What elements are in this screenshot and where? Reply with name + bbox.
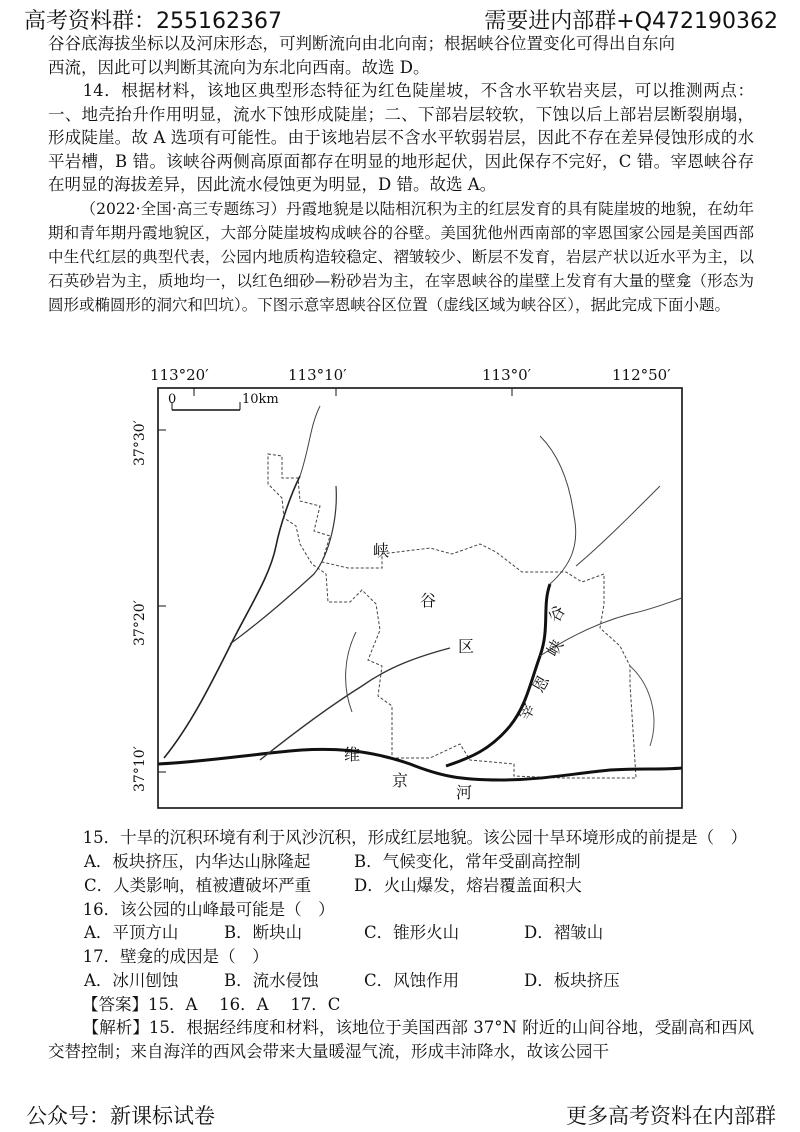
lon-tick-1: 113°20′: [150, 366, 209, 384]
tributary-1: [164, 476, 300, 758]
top-content: [48, 32, 754, 317]
region-label-3: 区: [458, 637, 475, 656]
tributary-4: [346, 632, 356, 712]
canyon-label-3: 峡: [542, 636, 568, 660]
q16-option-b: B．断块山: [224, 923, 303, 942]
tributary-2: [230, 486, 336, 644]
lon-tick-2: 113°10′: [288, 366, 347, 384]
lon-tick-4: 112°50′: [612, 366, 671, 384]
scale-label: 10km: [242, 392, 279, 407]
q16-stem: 16．该公园的山峰最可能是（ ）: [82, 899, 335, 919]
virgin-river: [158, 749, 682, 780]
canyon-label-1: 宰: [514, 700, 540, 724]
page-header: [0, 0, 800, 34]
page-footer: [0, 1098, 800, 1132]
q17-stem: 17．壁龛的成因是（ ）: [82, 947, 269, 966]
map-drawing: [130, 366, 690, 816]
tributary-6: [540, 436, 576, 584]
footer-left-text: 公众号：新课标试卷: [26, 1104, 215, 1128]
scale-zero: 0: [168, 392, 177, 407]
river-label-2: 京: [392, 771, 409, 790]
q15-option-d: D．火山爆发，熔岩覆盖面积大: [354, 875, 582, 895]
header-left-text: 高考资料群：255162367: [24, 9, 282, 34]
lat-tick-2: 37°20′: [132, 600, 148, 646]
q17-option-c: C．风蚀作用: [364, 970, 460, 990]
q15-option-b: B．气候变化，常年受副高控制: [354, 851, 581, 871]
canyon-region-boundary: [268, 454, 636, 778]
answer-line: 【答案】15．A 16．A 17．C: [82, 994, 341, 1014]
river-label-1: 维: [344, 745, 361, 764]
canyon-label-2: 恩: [528, 672, 554, 696]
q17-option-b: B．流水侵蚀: [224, 970, 319, 990]
q16-option-d: D．褶皱山: [524, 923, 604, 942]
zion-canyon-map: [130, 366, 690, 816]
material-passage: （2022·全国·高三专题练习）丹霞地貌是以陆相沉积为主的红层发育的具有陡崖坡的地貌，在幼年期和青年期丹霞地貌区，大部分陡崖坡构成峡谷的谷壁。美国犹他州西南部的宰恩国家公园是美国西部中生代红层的典型代表，公园内地质构造较稳定、褶皱较少、断层不发育，岩层产状以近水平为主，以石英砂岩为主，质地均一，以红色细砂—粉砂岩为主，在宰恩峡谷的崖壁上发育有大量的壁龛（形态为圆形或椭圆形的洞穴和凹坑）。下图示意宰恩峡谷区位置（虚线区域为峡谷区），据此完成下面小题。: [48, 199, 754, 314]
tributary-7: [576, 486, 660, 566]
river-label-3: 河: [456, 783, 473, 802]
region-label-1: 峡: [373, 541, 390, 560]
lon-tick-3: 113°0′: [482, 366, 532, 384]
region-label-2: 谷: [420, 591, 437, 610]
q15-option-c: C．人类影响，植被遭破坏严重: [84, 875, 312, 895]
q15-options: [84, 850, 754, 898]
q17-option-a: A．冰川刨蚀: [84, 970, 179, 990]
canyon-label-4: 谷: [544, 602, 570, 626]
q15-option-a: A．板块挤压，内华达山脉隆起: [84, 851, 311, 871]
tributary-9: [300, 406, 320, 476]
questions-block: [48, 826, 754, 1063]
footer-right-text: 更多高考资料在内部群: [566, 1104, 776, 1128]
q17-option-d: D．板块挤压: [524, 970, 620, 990]
q16-options: [84, 921, 754, 945]
q16-option-a: A．平顶方山: [84, 923, 179, 942]
analysis-text: 【解析】15．根据经纬度和材料，该地位于美国西部 37°N 附近的山间谷地，受副高和西风交替控制；来自海洋的西风会带来大量暖湿气流，形成丰沛降水，故该公园干: [48, 1018, 754, 1061]
prev-analysis-line-1: 谷谷底海拔坐标以及河床形态，可判断流向由北向南；根据峡谷位置变化可得出自东向: [48, 34, 675, 53]
q14-analysis: 14．根据材料，该地区典型形态特征为红色陡崖坡，不含水平软岩夹层，可以推测两点：一、地壳抬升作用明显，流水下蚀形成陡崖；二、下部岩层较软，下蚀以后上部岩层断裂崩塌，形成陡崖。故 A 选项有可能性。由于该地岩层不含水平软弱岩层，因此不存在差异侵蚀形成的水平岩槽，B 错。该峡谷两侧高原面都存在明显的地形起伏，因此保存不完好，C 错。宰恩峡谷存在明显的海拔差异，因此流水侵蚀更为明显，D 错。故选 A。: [48, 81, 754, 194]
lat-tick-3: 37°10′: [132, 746, 148, 792]
q16-option-c: C．锥形火山: [364, 923, 460, 942]
tributary-8: [630, 666, 654, 746]
header-right-text: 需要进内部群+Q472190362: [484, 9, 778, 34]
prev-analysis-line-2: 西流，因此可以判断其流向为东北向西南。故选 D。: [48, 57, 430, 77]
lat-tick-1: 37°30′: [132, 420, 148, 466]
q15-stem: 15．十旱的沉积环境有利于风沙沉积，形成红层地貌。该公园十旱环境形成的前提是（ ）: [82, 828, 748, 847]
q17-options: [84, 969, 754, 993]
